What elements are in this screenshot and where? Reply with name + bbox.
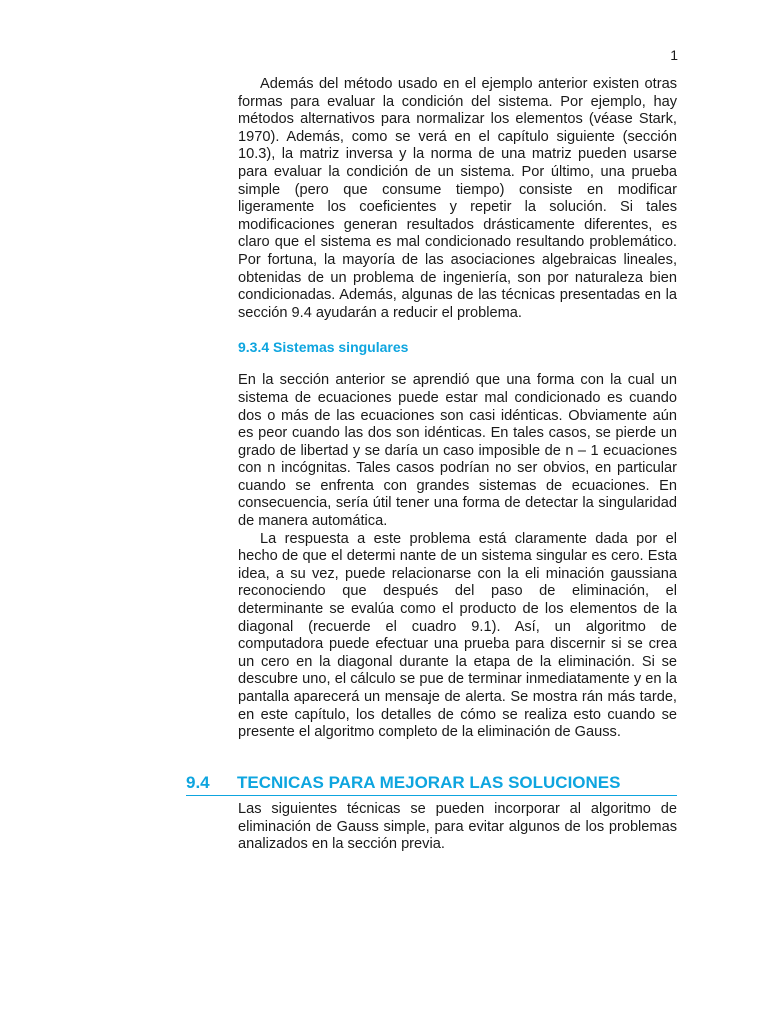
page-number: 1 [670,47,678,63]
section-number: 9.4 [186,773,210,792]
section-body [238,801,677,854]
section-heading [186,773,677,796]
subsection-title-singular-systems: 9.3.4 Sistemas singulares [238,339,409,356]
paragraph-singular-intro: En la sección anterior se aprendió que una forma con la cual un sistema de ecuaciones puede estar mal condicionado es cuando dos o más de las ecuaciones son casi idénticas. Obviamente aún es peor cuando las dos son idénticas. En tales casos, se pierde un grado de libertad y se daría un caso imposible de n – 1 ecuaciones con n incógnitas. Tales casos podrían no ser obvios, en particular cuando se enfrenta con grandes sistemas de ecuaciones. En consecuencia, sería útil tener una forma de detectar la singularidad de manera automática. [238,372,677,530]
paragraph-determinant: La respuesta a este problema está claramente dada por el hecho de que el determi nante de un sistema singular es cero. Esta idea, a su vez, puede relacionarse con la eli minación gaussiana reconociendo que después del paso de eliminación, el determinante se evalúa como el producto de los elementos de la diagonal (recuerde el cuadro 9.1). Así, un algoritmo de computadora puede efectuar una prueba para discernir si se crea un cero en la diagonal durante la etapa de la eliminación. Si se descubre uno, el cálculo se pue de terminar inmediatamente y en la pantalla aparecerá un mensaje de alerta. Se mostra rán más tarde, en este capítulo, los detalles de cómo se realiza esto cuando se presente el algoritmo completo de la eliminación de Gauss. [238,530,677,741]
main-column [238,76,677,742]
section-title: TECNICAS PARA MEJORAR LAS SOLUCIONES [237,773,621,792]
paragraph-techniques-intro: Las siguientes técnicas se pueden incorporar al algoritmo de eliminación de Gauss simple, para evitar algunos de los problemas analizados en la sección previa. [238,801,677,853]
paragraph-condition-methods: Además del método usado en el ejemplo anterior existen otras formas para evaluar la condición del sistema. Por ejemplo, hay métodos alternativos para normalizar los elementos (véase Stark, 1970). Además, como se verá en el capítulo siguiente (sección 10.3), la matriz inversa y la norma de una matriz pueden usarse para evaluar la condición de un sistema. Por último, una prueba simple (pero que consume tiempo) consiste en modificar ligeramente los coeficientes y repetir la solución. Si tales modificaciones generan resultados drásticamente diferentes, es claro que el sistema es mal condicionado resultando problemático. Por fortuna, la mayoría de las asociaciones algebraicas lineales, obtenidas de un problema de ingeniería, son por naturaleza bien condicionadas. Además, algunas de las técnicas presentadas en la sección 9.4 ayudarán a reducir el problema. [238,76,677,321]
